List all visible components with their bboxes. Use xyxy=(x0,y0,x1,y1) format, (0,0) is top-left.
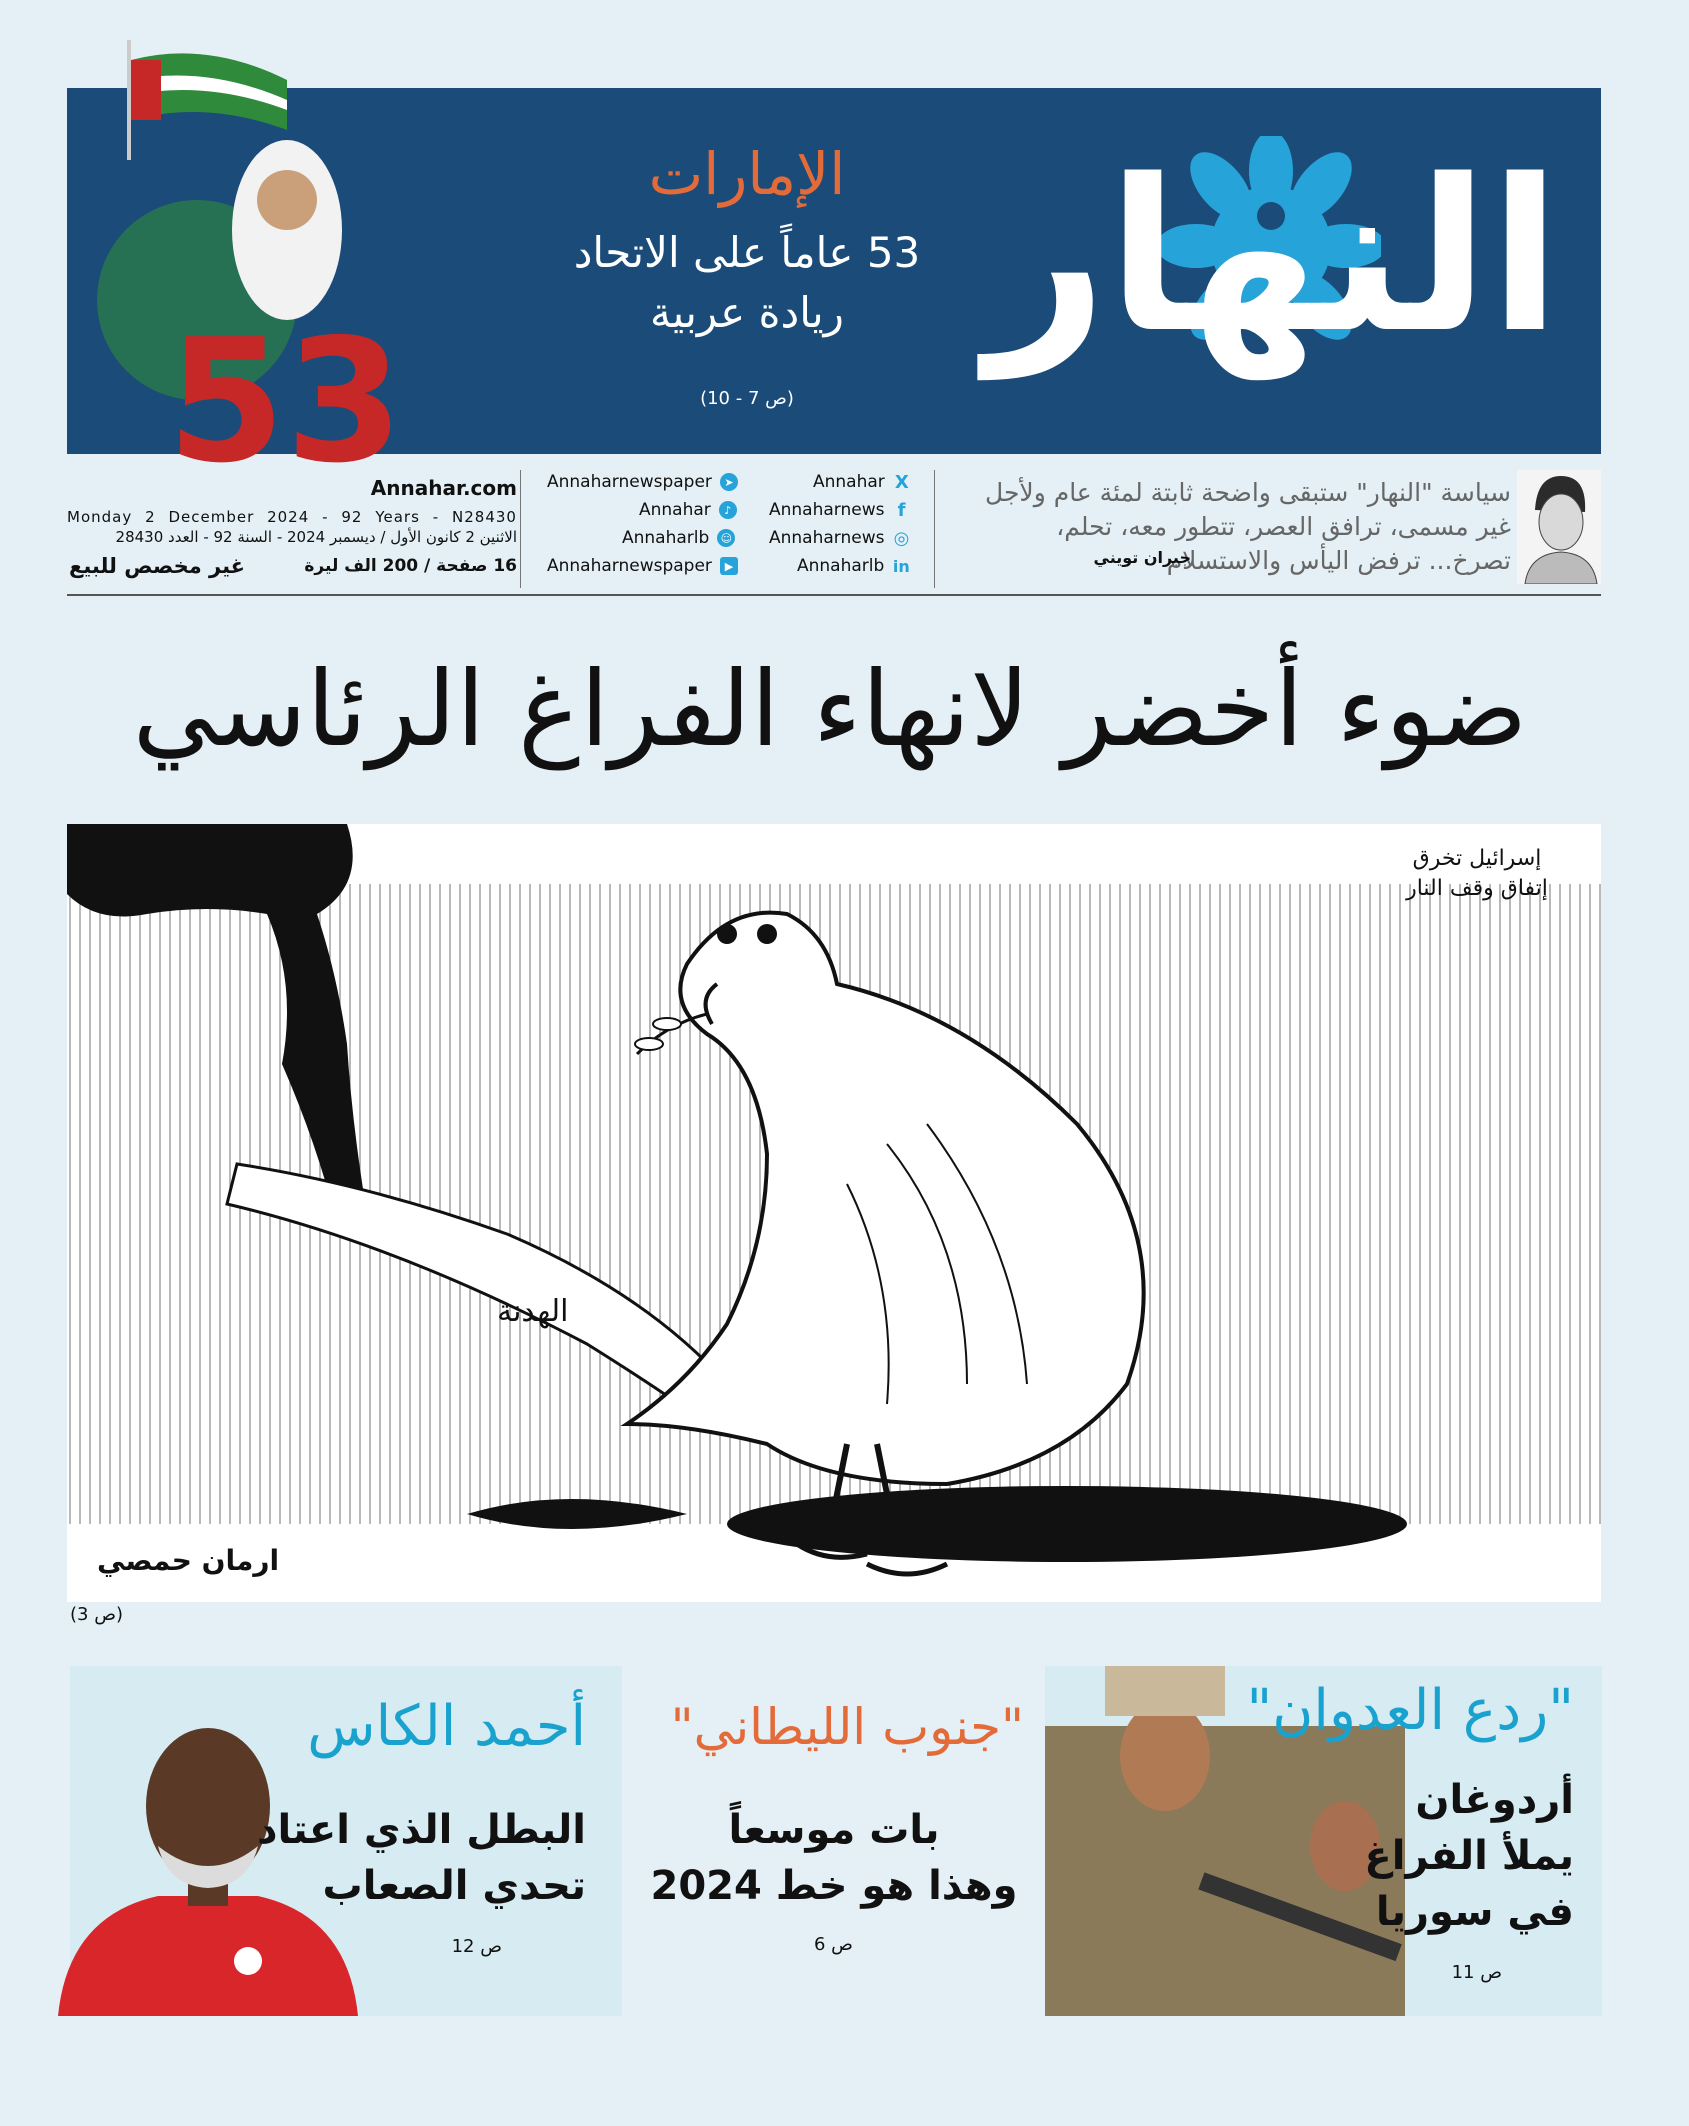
cartoon-caption xyxy=(1387,844,1567,904)
cartoon-drawing xyxy=(67,824,1601,1602)
divider xyxy=(934,470,935,588)
social-links xyxy=(547,470,987,592)
social-linkedin[interactable] xyxy=(797,556,910,576)
social-label: Annaharlb xyxy=(797,556,885,576)
story-title: "ردع العدوان" xyxy=(1246,1678,1574,1743)
story-title: "جنوب الليطاني" xyxy=(670,1698,1024,1756)
uae-anniversary-artwork[interactable] xyxy=(87,40,407,500)
x-icon: X xyxy=(894,471,909,493)
story-page-ref: ص 6 xyxy=(814,1934,853,1955)
date-english xyxy=(67,508,517,526)
date-en-part: 2 xyxy=(145,508,156,526)
story-line: في سوريا xyxy=(1375,1889,1574,1935)
divider xyxy=(520,470,521,588)
social-snapchat[interactable] xyxy=(622,528,735,548)
social-facebook[interactable] xyxy=(769,500,910,520)
story-body xyxy=(644,1802,1024,1914)
not-for-sale: غير مخصص للبيع xyxy=(69,554,246,578)
editorial-cartoon[interactable] xyxy=(67,824,1601,1602)
quote-line: سياسة "النهار" ستبقى واضحة ثابتة لمئة عام ولأجل xyxy=(985,478,1511,507)
date-en-part: N28430 xyxy=(452,508,517,526)
social-label: Annahar xyxy=(813,472,885,492)
date-en-part: - xyxy=(322,508,329,526)
editorial-quote xyxy=(951,476,1511,578)
book-label: الهدنة xyxy=(497,1294,569,1329)
info-strip xyxy=(67,462,1601,596)
story-body xyxy=(257,1802,586,1914)
uae-subtitle-2: ريادة عربية xyxy=(650,288,844,337)
date-en-part: Years xyxy=(375,508,420,526)
edition-info xyxy=(67,462,517,592)
social-x[interactable] xyxy=(813,472,911,492)
story-line: تحدي الصعاب xyxy=(322,1863,586,1909)
story-line: وهذا هو خط 2024 xyxy=(650,1863,1018,1909)
main-headline[interactable]: ضوء أخضر لانهاء الفراغ الرئاسي xyxy=(132,648,1528,770)
story-line: بات موسعاً xyxy=(728,1807,940,1853)
quote-line: غير مسمى، ترافق العصر، تتطور معه، تحلم، xyxy=(1056,512,1511,541)
telegram-icon: ➤ xyxy=(720,473,738,491)
uae-title[interactable]: الإمارات xyxy=(648,140,846,208)
date-en-part: 2024 xyxy=(267,508,310,526)
tiktok-icon: ♪ xyxy=(719,501,737,519)
cartoon-page-ref: (ص 3) xyxy=(70,1604,123,1625)
story-south-litani[interactable] xyxy=(628,1666,1048,2016)
page-count-price: 16 صفحة / 200 الف ليرة xyxy=(304,556,517,576)
youtube-icon: ▶ xyxy=(720,557,738,575)
social-instagram[interactable] xyxy=(769,528,910,548)
quote-author: جبران تويني xyxy=(1093,548,1191,567)
author-portrait xyxy=(1517,470,1601,584)
story-line: أردوغان xyxy=(1415,1777,1574,1823)
facebook-icon: f xyxy=(897,499,906,521)
social-tiktok[interactable] xyxy=(639,500,737,520)
story-title: أحمد الكاس xyxy=(307,1694,586,1759)
date-en-part: Monday xyxy=(67,508,133,526)
social-label: Annaharnewspaper xyxy=(547,472,712,492)
caption-line: إسرائيل تخرق xyxy=(1412,846,1542,871)
story-syria[interactable] xyxy=(1045,1666,1602,2016)
newspaper-logo[interactable] xyxy=(981,116,1581,436)
social-label: Annaharnewspaper xyxy=(547,556,712,576)
social-label: Annaharnews xyxy=(769,528,885,548)
snapchat-icon: ☺ xyxy=(717,529,735,547)
date-arabic: الاثنين 2 كانون الأول / ديسمبر 2024 - السنة 92 - العدد 28430 xyxy=(115,528,517,546)
cartoonist-signature: ارمان حمصي xyxy=(97,1544,280,1577)
story-page-ref: ص 11 xyxy=(1451,1962,1502,1983)
logo-text: النهار xyxy=(986,134,1561,379)
story-ahmed-alkas[interactable] xyxy=(70,1666,622,2016)
social-label: Annahar xyxy=(639,500,711,520)
date-en-part: December xyxy=(168,508,255,526)
date-en-part: 92 xyxy=(341,508,363,526)
story-page-ref: ص 12 xyxy=(451,1936,502,1957)
social-label: Annaharnews xyxy=(769,500,885,520)
uae-page-ref: (ص 7 - 10) xyxy=(700,388,794,409)
social-telegram[interactable] xyxy=(547,472,738,492)
story-line: يملأ الفراغ xyxy=(1364,1833,1574,1879)
uae-subtitle-1: 53 عاماً على الاتحاد xyxy=(573,228,921,277)
story-body xyxy=(1364,1772,1574,1940)
story-line: البطل الذي اعتاد xyxy=(257,1807,586,1853)
date-en-part: - xyxy=(432,508,440,526)
caption-line: إتفاق وقف النار xyxy=(1406,876,1548,901)
linkedin-icon: in xyxy=(892,556,910,576)
social-label: Annaharlb xyxy=(622,528,710,548)
quote-line: تصرخ... ترفض اليأس والاستسلام xyxy=(1166,546,1511,575)
social-youtube[interactable] xyxy=(547,556,738,576)
website-link[interactable]: Annahar.com xyxy=(370,476,517,500)
instagram-icon: ◎ xyxy=(893,527,910,549)
badge-53: 53 xyxy=(167,303,404,500)
